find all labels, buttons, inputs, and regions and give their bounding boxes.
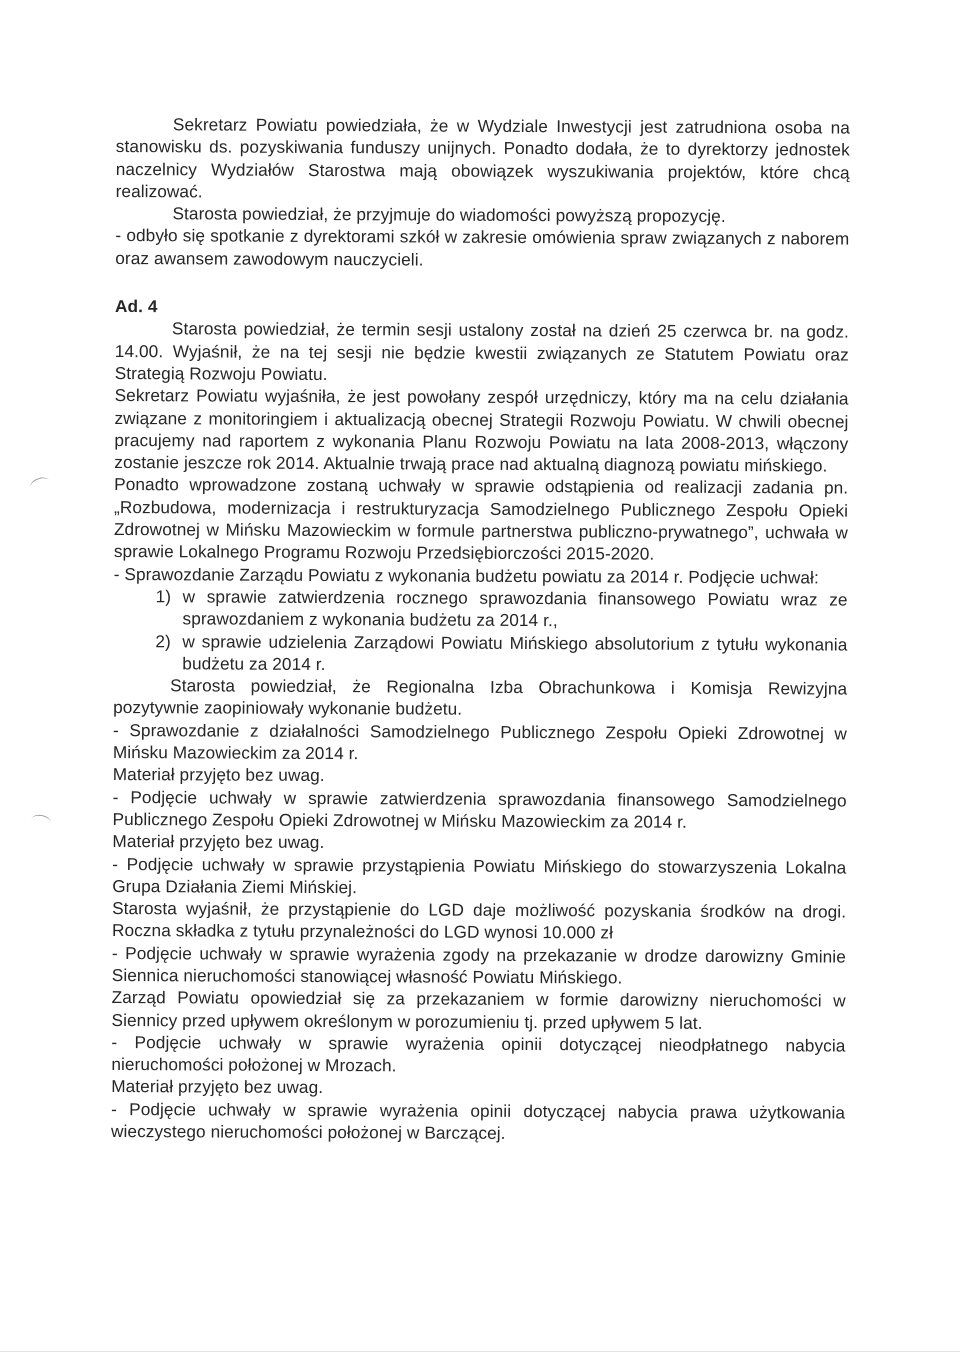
paragraph: Materiał przyjęto bez uwag.	[111, 1076, 324, 1098]
document-body	[111, 113, 850, 1146]
list-item	[155, 630, 847, 678]
paragraph: Starosta wyjaśnił, że przystąpienie do LGD daje możliwość pozyskania środków na drogi. Roczna składka z tytułu przynależności do LGD wynosi 10.000 zł	[111, 898, 847, 943]
paragraph: - Podjęcie uchwały w sprawie wyrażenia zgody na przekazanie w drodze darowizny Gminie Siennica nieruchomości stanowiącej własność Powiatu Mińskiego.	[111, 942, 846, 988]
paragraph: Sekretarz Powiatu powiedziała, że w Wydziale Inwestycji jest zatrudniona osoba na stanowisku ds. pozyskiwania funduszy unijnych. Ponadto dodała, że to dyrektorzy jednostek naczelnicy Wydziałów Starostwa mają obowiązek wyszukiwania projektów, które chcą realizować.	[115, 114, 850, 202]
list-item-text: w sprawie zatwierdzenia rocznego sprawozdania finansowego Powiatu wraz ze sprawozdaniem z wykonania budżetu za 2014 r.,	[182, 586, 848, 631]
page-edge-line	[0, 1351, 960, 1352]
section-heading: Ad. 4	[115, 296, 158, 317]
paragraph: Ponadto wprowadzone zostaną uchwały w sprawie odstąpienia od realizacji zadania pn. „Rozbudowa, modernizacja i restrukturyzacja Samodzielnego Publicznego Zespołu Opieki Zdrowotnej w Mińsku Mazowieckim w formule partnerstwa publiczno-prywatnego”, uchwała w sprawie Lokalnego Programu Rozwoju Przedsiębiorczości 2015-2020.	[113, 474, 849, 564]
paragraph: Materiał przyjęto bez uwag.	[112, 831, 325, 853]
paragraph: - Podjęcie uchwały w sprawie wyrażenia opinii dotyczącej nieodpłatnego nabycia nieruchomości położonej w Mrozach.	[111, 1031, 846, 1076]
paragraph: Sekretarz Powiatu wyjaśniła, że jest powołany zespół urzędniczy, który ma na celu działania związane z monitoringiem i aktualizacją obecnej Strategii Rozwoju Powiatu. W chwili obecnej pracujemy nad raportem z wykonania Planu Rozwoju Powiatu na lata 2008-2013, włączony zostanie jeszcze rok 2014. Aktualnie trwają prace nad aktualną diagnozą powiatu mińskiego.	[114, 385, 849, 476]
paragraph: - Sprawozdanie z działalności Samodzielnego Publicznego Zespołu Opieki Zdrowotnej w Mińsku Mazowieckim za 2014 r.	[112, 719, 848, 764]
paragraph: Starosta powiedział, że przyjmuje do wiadomości powyższą propozycję.	[172, 203, 726, 227]
list-item-number: 1)	[155, 586, 172, 607]
margin-mark	[30, 813, 52, 830]
list-item-number: 2)	[155, 630, 171, 651]
paragraph: - Podjęcie uchwały w sprawie zatwierdzenia sprawozdania finansowego Samodzielnego Publicznego Zespołu Opieki Zdrowotnej w Mińsku Mazowieckim za 2014 r.	[112, 786, 847, 832]
list-item-text: w sprawie udzielenia Zarządowi Powiatu Mińskiego absolutorium z tytułu wykonania budżetu za 2014 r.	[182, 630, 848, 674]
paragraph: - Podjęcie uchwały w sprawie przystąpienia Powiatu Mińskiego do stowarzyszenia Lokalna Grupa Działania Ziemi Mińskiej.	[112, 853, 847, 897]
paragraph: Zarząd Powiatu opowiedział się za przekazaniem w formie darowizny nieruchomości w Siennicy przed upływem określonym w porozumieniu tj. przed upływem 5 lat.	[111, 987, 846, 1033]
paragraph: - odbyło się spotkanie z dyrektorami szkół w zakresie omówienia spraw związanych z naborem oraz awansem zawodowym nauczycieli.	[115, 225, 850, 270]
paragraph: Starosta powiedział, że termin sesji ustalony został na dzień 25 czerwca br. na godz. 14.00. Wyjaśnił, że na tej sesji nie będzie kwestii związanych ze Statutem Powiatu oraz Strategią Rozwoju Powiatu.	[114, 318, 849, 385]
margin-mark	[28, 475, 51, 494]
paragraph: Starosta powiedział, że Regionalna Izba Obrachunkowa i Komisja Rewizyjna pozytywnie zaopiniowały wykonanie budżetu.	[113, 675, 848, 720]
list-item	[155, 585, 847, 633]
paragraph: - Podjęcie uchwały w sprawie wyrażenia opinii dotyczącej nabycia prawa użytkowania wieczystego nieruchomości położonej w Barczącej.	[110, 1098, 846, 1143]
paragraph: Materiał przyjęto bez uwag.	[112, 764, 325, 786]
paragraph: - Sprawozdanie Zarządu Powiatu z wykonania budżetu powiatu za 2014 r. Podjęcie uchwał:	[113, 563, 819, 588]
